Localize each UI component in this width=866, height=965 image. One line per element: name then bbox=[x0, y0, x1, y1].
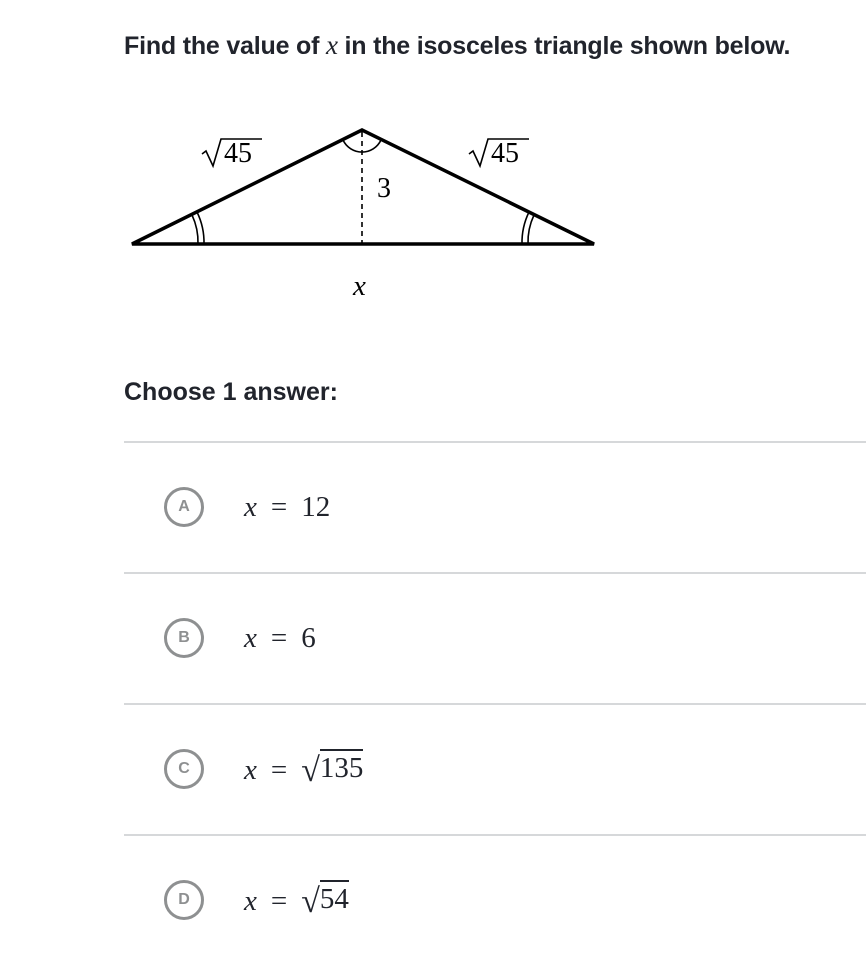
choice-b-variable: x bbox=[244, 622, 257, 654]
right-angle-mark-inner bbox=[528, 215, 534, 244]
base-label: x bbox=[353, 270, 366, 302]
choice-b-value: 6 bbox=[301, 622, 316, 654]
choice-a-answer bbox=[244, 487, 330, 527]
choice-a-value: 12 bbox=[301, 491, 331, 523]
left-angle-mark-inner bbox=[192, 215, 198, 244]
choice-c-bubble[interactable]: C bbox=[164, 749, 204, 789]
left-side-value: 45 bbox=[224, 138, 252, 169]
choice-c-radical-sign: √ bbox=[301, 752, 320, 789]
choice-d-equals: = bbox=[270, 885, 288, 917]
choice-d-value: 54 bbox=[320, 880, 349, 915]
choice-b[interactable] bbox=[124, 572, 866, 703]
choice-c-equals: = bbox=[270, 754, 288, 786]
choice-d-variable: x bbox=[244, 885, 257, 917]
question-suffix: in the isosceles triangle shown below. bbox=[337, 32, 791, 60]
right-side-label bbox=[469, 138, 529, 169]
choice-a-variable: x bbox=[244, 491, 257, 523]
choice-c-value: 135 bbox=[320, 749, 364, 784]
height-label: 3 bbox=[377, 173, 391, 204]
choice-d-radical-sign: √ bbox=[301, 883, 320, 920]
choice-c-variable: x bbox=[244, 754, 257, 786]
choice-d-bubble[interactable]: D bbox=[164, 880, 204, 920]
choice-c-radical bbox=[301, 749, 363, 790]
question-variable: x bbox=[325, 30, 338, 60]
question-prefix: Find the value of bbox=[124, 32, 326, 60]
choice-d-radical bbox=[301, 880, 349, 921]
choice-c[interactable] bbox=[124, 703, 866, 834]
choice-c-answer bbox=[244, 749, 363, 789]
answer-choices bbox=[124, 441, 866, 965]
choice-b-equals: = bbox=[270, 622, 288, 654]
choice-a[interactable] bbox=[124, 441, 866, 572]
choice-d[interactable] bbox=[124, 834, 866, 965]
choose-instruction: Choose 1 answer: bbox=[124, 378, 338, 406]
choice-b-bubble[interactable]: B bbox=[164, 618, 204, 658]
choice-a-bubble[interactable]: A bbox=[164, 487, 204, 527]
triangle-outline bbox=[132, 130, 594, 244]
isosceles-triangle-figure bbox=[0, 0, 866, 340]
right-side-value: 45 bbox=[491, 138, 519, 169]
choice-a-equals: = bbox=[270, 491, 288, 523]
choice-b-answer bbox=[244, 618, 316, 658]
choice-d-answer bbox=[244, 880, 349, 920]
left-side-label bbox=[202, 138, 262, 169]
